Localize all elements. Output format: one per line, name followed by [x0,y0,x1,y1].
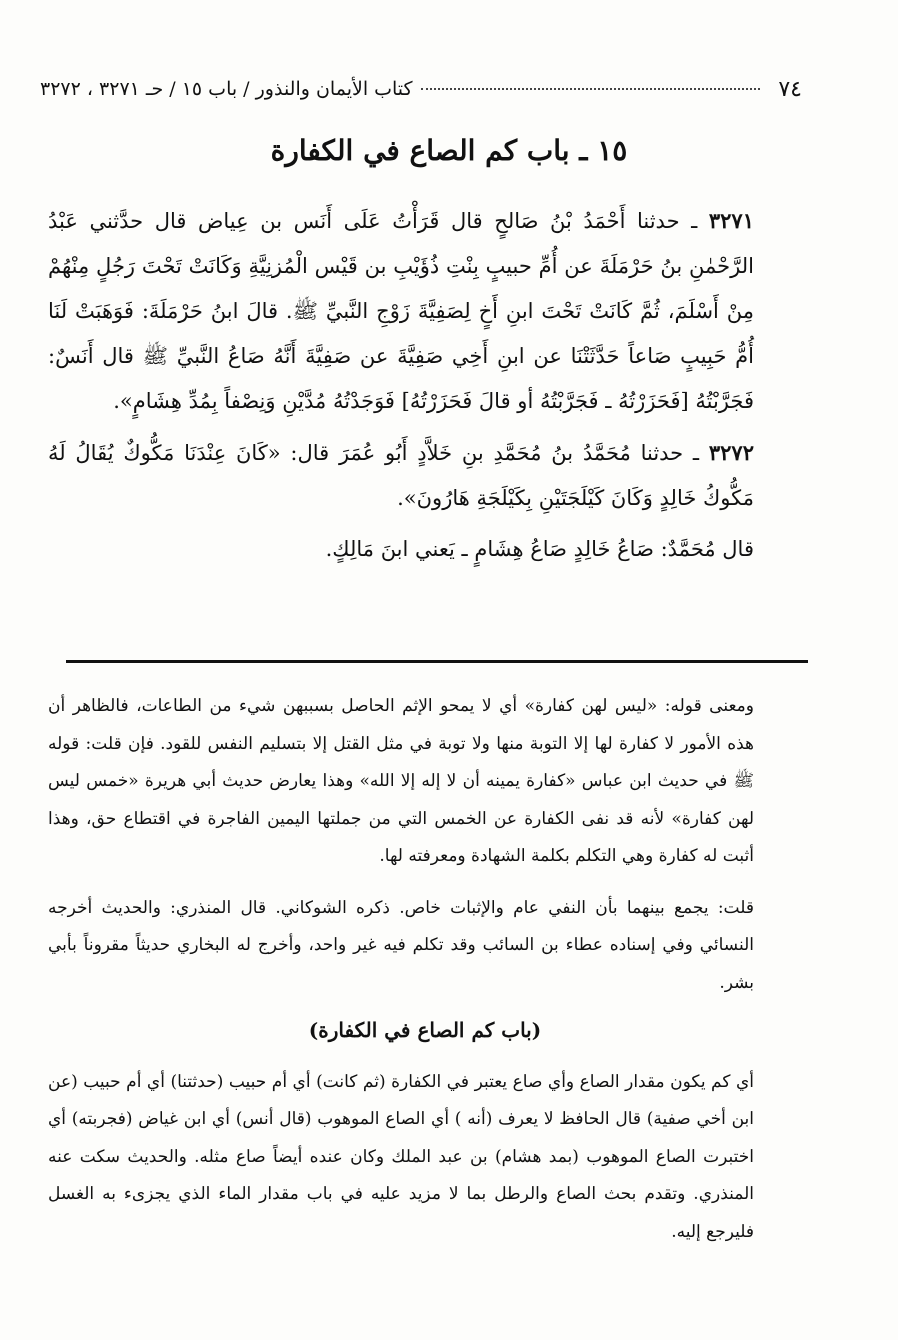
footnote-separator [66,660,808,663]
running-title: كتاب الأيمان والنذور / باب ١٥ / حـ ٣٢٧١ ، ٣٢٧٢ [40,78,413,100]
hadith-3271 [48,198,802,424]
hadith-number: ٣٢٧٢ [708,440,754,465]
commentary-paragraph: أي كم يكون مقدار الصاع وأي صاع يعتبر في الكفارة (ثم كانت) أي أم حبيب (حدثتنا) أي أم حبيب (عن ابن أخي صفية) قال الحافظ لا يعرف (أنه ) أي الصاع الموهوب (قال أنس) أي ابن غياض (فجربته) أي اختبرت الصاع الموهوب (بمد هشام) بن عبد الملك وكان عنده أيضاً صاع مثله. والحديث سكت عنه المنذري. وتقدم بحث الصاع والرطل بما لا مزيد عليه في باب مقدار الماء الذي يجزىء به الغسل فليرجع إليه. [48,1071,754,1242]
commentary-section-title: (باب كم الصاع في الكفارة) [308,1018,542,1042]
page-number: ٧٤ [778,76,802,102]
hadith-text: ـ حدثنا مُحَمَّدُ بنُ مُحَمَّدِ بنِ خَلاَّدٍ أَبُو عُمَرَ قال: «كَانَ عِنْدَنَا مَكُّوكٌ يُقَالُ لَهُ مَكُّوكُ خَالِدٍ وَكَانَ كَيْلَجَتَيْنِ بِكَيْلَجَةِ هَارُونَ». [48,441,754,510]
hadith-3272 [48,430,802,521]
chapter-title: ١٥ ـ باب كم الصاع في الكفارة [270,134,628,167]
closing-line: قال مُحَمَّدٌ: صَاعُ خَالِدٍ صَاعُ هِشَامٍ ـ يَعني ابنَ مَالِكٍ. [325,537,754,561]
main-text [48,198,802,578]
hadith-text: ـ حدثنا أَحْمَدُ بْنُ صَالحٍ قال قَرَأْتُ عَلَى أَنَس بن عِياض قال حدَّثني عَبْدُ الرَّحْمٰنِ بنُ حَرْمَلَةَ عن أُمِّ حبيبٍ بِنْتِ ذُؤَيْبِ بن قَيْس الْمُزنِيَّةِ وَكَانَتْ تَحْتَ رَجُلٍ مِنْهُمْ مِنْ أَسْلَمَ، ثُمَّ كَانَتْ تَحْتَ ابنِ أَخٍ لِصَفِيَّةَ زَوْجِ النَّبيِّ ﷺ. قالَ ابنُ حَرْمَلَةَ: فَوَهَبَتْ لَنَا أُمُّ حَبِيبٍ صَاعاً حَدَّثَتْنَا عن ابنِ أَخِي صَفِيَّةَ عن صَفِيَّةَ أَنَّهُ صَاعُ النَّبيِّ ﷺ قال أَنَسٌ: فَجَرَّبْتُهُ [فَحَزَرْتُهُ ـ فَجَرَّبْتُهُ أو قالَ فَحَزَرْتُهُ] فَوَجَدْتُهُ مُدَّيْنِ وَنِصْفاً بِمُدِّ هِشَامٍ». [48,209,754,413]
commentary-paragraph: ومعنى قوله: «ليس لهن كفارة» أي لا يمحو الإثم الحاصل بسببهن شيء من الطاعات، فالظاهر أن هذه الأمور لا كفارة لها إلا التوبة منها ولا توبة في مثل القتل إلا بتسليم النفس للقود. فإن قلت: قوله ﷺ في حديث ابن عباس «كفارة يمينه أن لا إله إلا الله» وهذا يعارض حديث أبي هريرة «خمس ليس لهن كفارة» لأنه قد نفى الكفارة عن الخمس التي من جملتها اليمين الفاجرة في اقتطاع حق، وهذا أثبت له كفارة وهي التكلم بكلمة الشهادة ومعرفته لها. [48,696,754,866]
page-header [40,74,802,104]
header-dotted-leader [421,88,761,90]
hadith-number: ٣٢٧١ [708,208,754,233]
commentary [48,688,802,1259]
commentary-paragraph: قلت: يجمع بينهما بأن النفي عام والإثبات خاص. ذكره الشوكاني. قال المنذري: والحديث أخرجه النسائي وفي إسناده عطاء بن السائب وقد تكلم فيه غير واحد، وأخرج له البخاري حديثاً مقروناً بأبي بشر. [48,897,754,993]
